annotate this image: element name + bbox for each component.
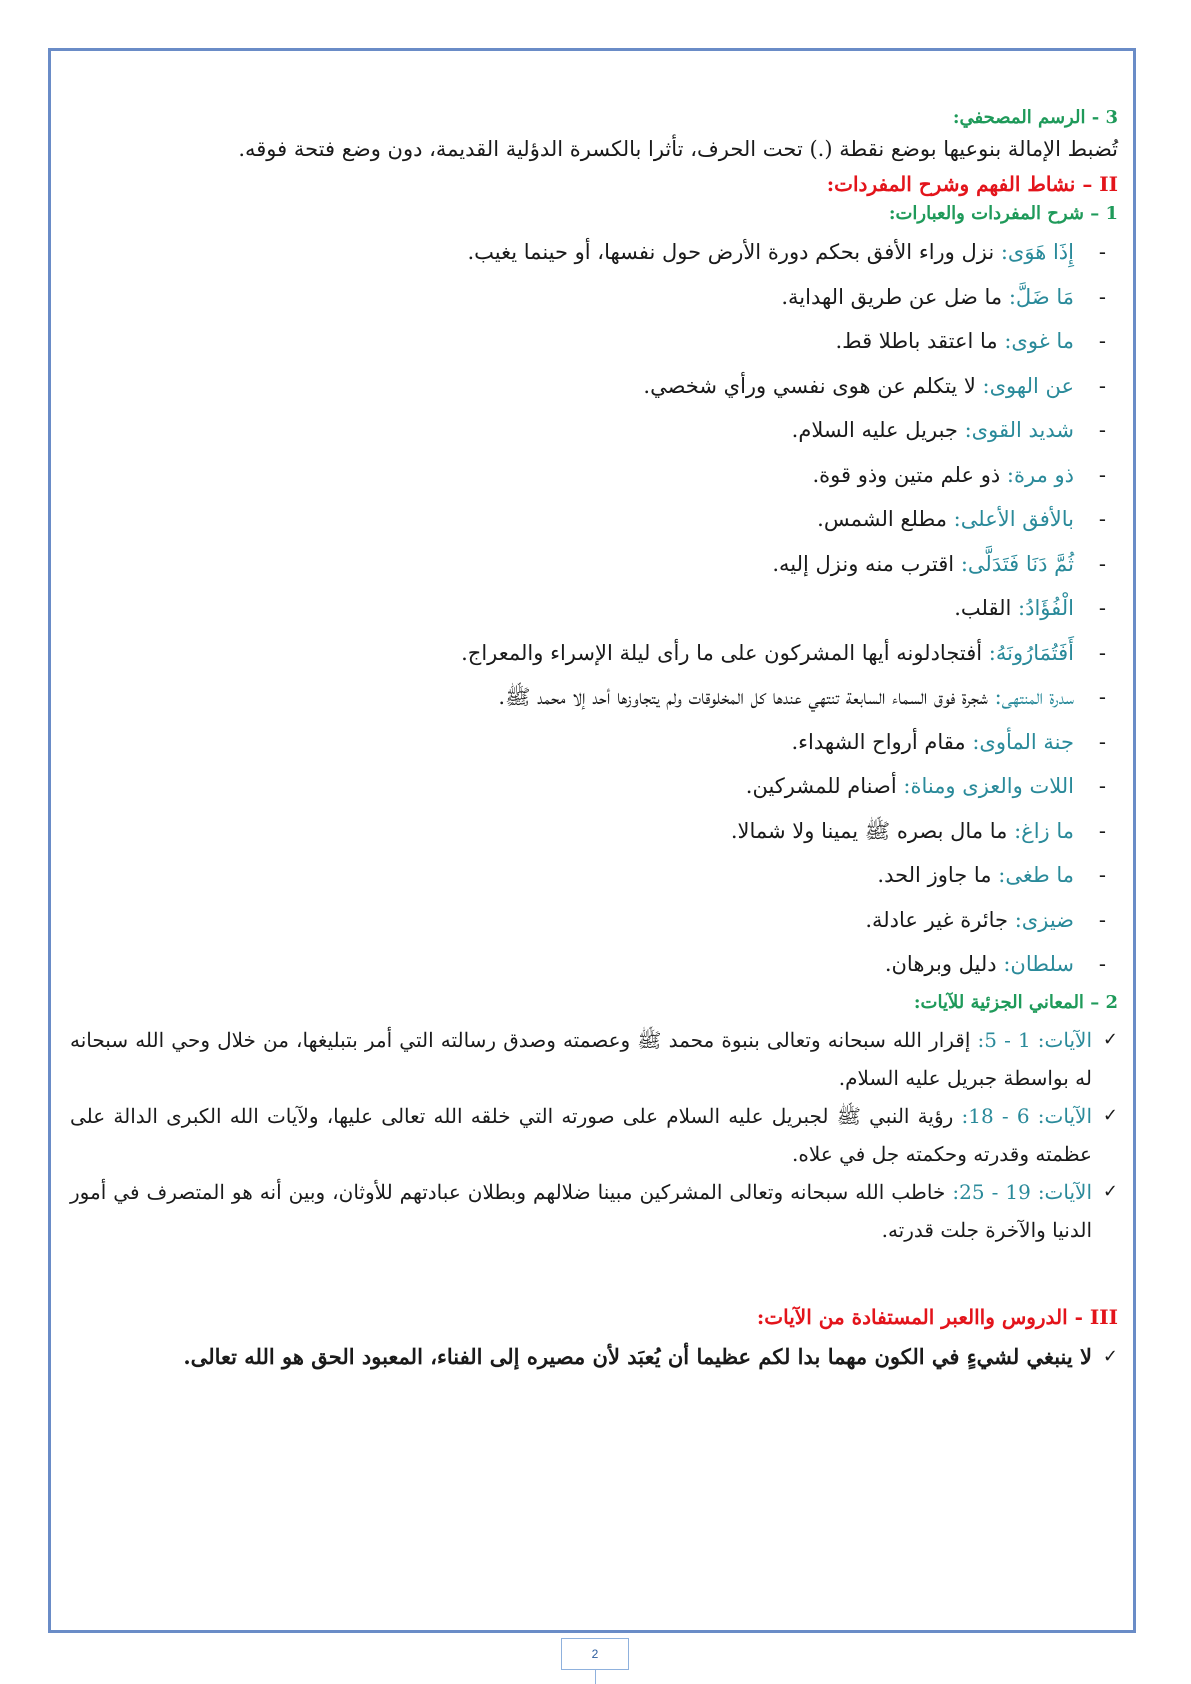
- page-number: 2: [561, 1638, 629, 1670]
- dash-bullet: -: [1098, 284, 1106, 309]
- vocab-term: ما طغى:: [998, 863, 1074, 887]
- dash-bullet: -: [1098, 818, 1106, 843]
- meaning-text: خاطب الله سبحانه وتعالى المشركين مبينا ضلالهم وبطلان عبادتهم للأوثان، وبين أنه هو المتصرف في أمور الدنيا والآخرة جلت قدرته.: [70, 1179, 1092, 1242]
- vocab-item: [70, 542, 1106, 587]
- vocab-item: [70, 942, 1106, 987]
- vocab-term: ذو مرة:: [1006, 462, 1074, 487]
- vocab-term: عن الهوى:: [982, 373, 1074, 398]
- dash-bullet: -: [1098, 863, 1106, 887]
- dash-bullet: -: [1098, 551, 1106, 576]
- meaning-ref: الآيات: 1 - 5:: [977, 1027, 1092, 1052]
- vocab-definition: مقام أرواح الشهداء.: [791, 729, 966, 754]
- vocab-definition: لا يتكلم عن هوى نفسي ورأي شخصي.: [643, 373, 976, 398]
- meaning-ref: الآيات: 19 - 25:: [952, 1179, 1093, 1204]
- section-ii-heading: II – نشاط الفهم وشرح المفردات:: [826, 172, 1118, 196]
- check-icon: ✓: [1102, 1104, 1118, 1126]
- vocab-item: [70, 497, 1106, 542]
- vocab-term: ضيزى:: [1014, 907, 1074, 932]
- lesson-item: [70, 1339, 1118, 1375]
- meaning-ref: الآيات: 6 - 18:: [961, 1103, 1092, 1128]
- vocab-definition: نزل وراء الأفق بحكم دورة الأرض حول نفسها، أو حينما يغيب.: [467, 240, 995, 264]
- vocab-item: [70, 364, 1106, 409]
- vocab-term: ما غوى:: [1004, 329, 1074, 353]
- dash-bullet: -: [1098, 685, 1106, 709]
- meaning-text: رؤية النبي ﷺ لجبريل عليه السلام على صورته التي خلقه الله تعالى عليها، ولآيات الله الكبرى الدالة على عظمته وقدرته وحكمته جل في علاه.: [70, 1103, 1092, 1166]
- vocab-item: [70, 809, 1106, 854]
- vocab-definition: جائرة غير عادلة.: [865, 907, 1009, 932]
- vocab-term: ما زاغ:: [1014, 818, 1074, 843]
- vocab-term: سلطان:: [1003, 952, 1074, 976]
- check-icon: ✓: [1102, 1180, 1118, 1202]
- dash-bullet: -: [1098, 462, 1106, 487]
- vocab-item: [70, 319, 1106, 364]
- page-number-connector: [595, 1670, 596, 1684]
- vocab-definition: ما اعتقد باطلا قط.: [835, 329, 998, 353]
- vocab-list: [70, 230, 1118, 987]
- vocab-term: مَا ضَلَّ:: [1008, 284, 1074, 309]
- page-content: [70, 104, 1118, 1375]
- dash-bullet: -: [1098, 596, 1106, 620]
- meaning-text: إقرار الله سبحانه وتعالى بنبوة محمد ﷺ وعصمته وصدق رسالته التي أمر بتبليغها، من خلال وحي الله سبحانه له بواسطة جبريل عليه السلام.: [70, 1027, 1092, 1090]
- vocab-term: إِذَا هَوَى:: [1000, 240, 1074, 264]
- meaning-item: [70, 1097, 1118, 1173]
- vocab-item: [70, 764, 1106, 809]
- dash-bullet: -: [1098, 729, 1106, 754]
- dash-bullet: -: [1098, 373, 1106, 398]
- vocab-item: [70, 675, 1106, 720]
- vocab-item: [70, 853, 1106, 898]
- vocab-item: [70, 898, 1106, 943]
- vocab-term: شديد القوى:: [964, 418, 1074, 442]
- meaning-item: [70, 1021, 1118, 1097]
- vocab-definition: أفتجادلونه أيها المشركون على ما رأى ليلة الإسراء والمعراج.: [461, 640, 983, 665]
- dash-bullet: -: [1098, 507, 1106, 531]
- vocab-term: اللات والعزى ومناة:: [903, 774, 1074, 798]
- dash-bullet: -: [1098, 952, 1106, 976]
- vocab-definition: اقترب منه ونزل إليه.: [772, 551, 955, 576]
- lesson-text: لا ينبغي لشيءٍ في الكون مهما بدا لكم عظيما أن يُعبَد لأن مصيره إلى الفناء، المعبود الحق هو الله تعالى.: [183, 1343, 1092, 1369]
- vocab-definition: ذو علم متين وذو قوة.: [812, 462, 1001, 487]
- vocab-definition: القلب.: [954, 596, 1012, 620]
- meaning-item: [70, 1173, 1118, 1249]
- vocab-term: بالأفق الأعلى:: [953, 507, 1074, 531]
- vocab-term: الْفُؤَادُ:: [1018, 596, 1074, 620]
- check-icon: ✓: [1102, 1028, 1118, 1050]
- check-icon: ✓: [1102, 1345, 1118, 1367]
- vocab-definition: أصنام للمشركين.: [745, 774, 897, 798]
- vocab-subheading: 1 – شرح المفردات والعبارات:: [888, 203, 1118, 224]
- vocab-definition: مطلع الشمس.: [817, 507, 947, 531]
- vocab-item: [70, 720, 1106, 765]
- dash-bullet: -: [1098, 774, 1106, 798]
- vocab-definition: دليل وبرهان.: [884, 952, 997, 976]
- vocab-item: [70, 631, 1106, 676]
- vocab-definition: ما مال بصره ﷺ يمينا ولا شمالا.: [730, 818, 1008, 843]
- dash-bullet: -: [1098, 329, 1106, 353]
- vocab-term: أَفَتُمَارُونَهُ:: [988, 640, 1074, 665]
- section-3-heading: 3 - الرسم المصحفي:: [952, 107, 1118, 128]
- vocab-item: [70, 453, 1106, 498]
- vocab-item: [70, 586, 1106, 631]
- meanings-subheading: 2 – المعاني الجزئية للآيات:: [913, 991, 1118, 1013]
- vocab-term: ثُمَّ دَنَا فَتَدَلَّى:: [960, 551, 1074, 576]
- vocab-definition: ما ضل عن طريق الهداية.: [781, 284, 1003, 309]
- dash-bullet: -: [1098, 640, 1106, 665]
- vocab-definition: جبريل عليه السلام.: [791, 418, 958, 442]
- vocab-definition: ما جاوز الحد.: [877, 863, 992, 887]
- vocab-term: جنة المأوى:: [972, 729, 1074, 754]
- dash-bullet: -: [1098, 240, 1106, 264]
- section-iii-heading: III - الدروس واالعبر المستفادة من الآيات:: [756, 1304, 1118, 1329]
- dash-bullet: -: [1098, 907, 1106, 932]
- vocab-item: [70, 230, 1106, 275]
- vocab-definition: شجرة فوق السماء السابعة تنتهي عندها كل المخلوقات ولم يتجاوزها أحد إلا محمد ﷺ.: [498, 685, 988, 709]
- section-3-text: تُضبط الإمالة بنوعيها بوضع نقطة (.) تحت الحرف، تأثرا بالكسرة الدؤلية القديمة، دون وضع فتحة فوقه.: [238, 137, 1118, 161]
- meanings-list: [70, 1021, 1118, 1249]
- vocab-item: [70, 275, 1106, 320]
- vocab-term: سدرة المنتهى:: [994, 685, 1074, 709]
- vocab-item: [70, 408, 1106, 453]
- dash-bullet: -: [1098, 418, 1106, 442]
